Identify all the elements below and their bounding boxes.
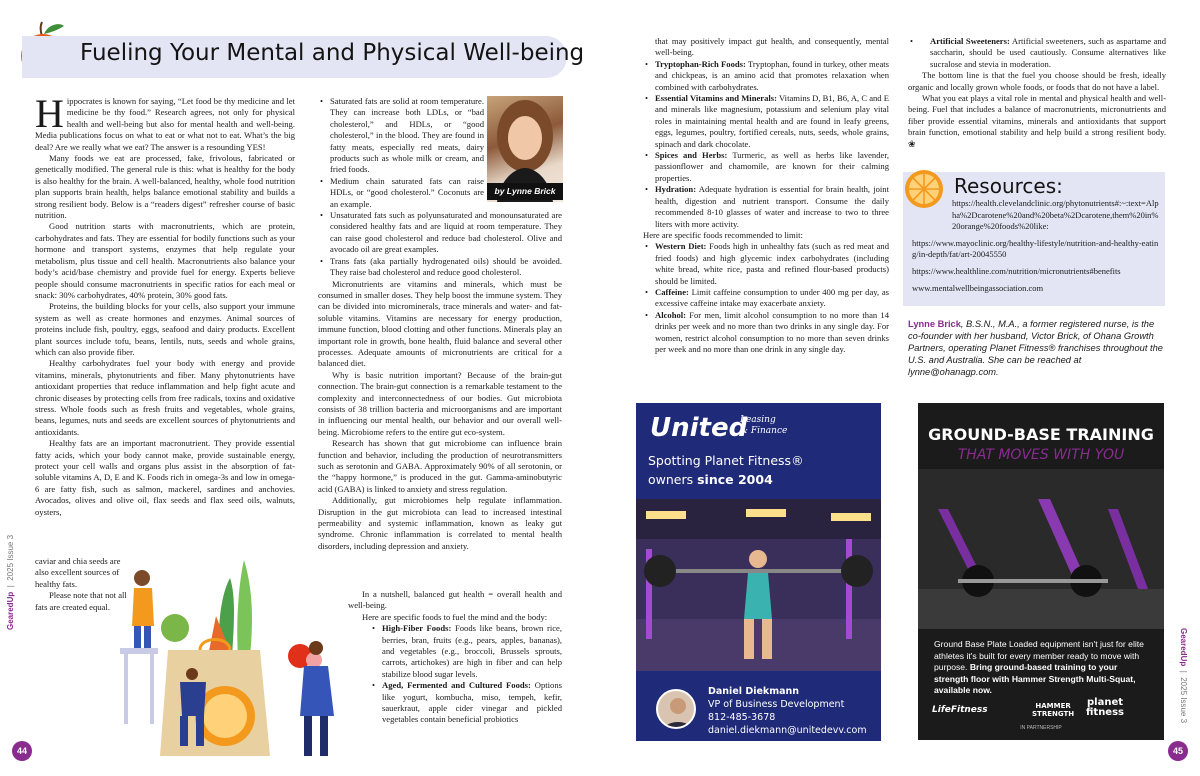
resource-link[interactable]: https://health.clevelandclinic.org/phytonutrients#:~:text=Alpha%2Dcarotene%20and%20beta%2Dcarotene,them%20in%20orange%20foods%20like: [952, 198, 1159, 232]
right-page-footer: GearedUp | 2025 Issue 3 [1179, 628, 1188, 724]
paragraph: Micronutrients are vitamins and minerals, which must be consumed in smaller doses. They help boost the immune system. They can be divided into microminerals, trace minerals and water- and fat-soluble vitamins. Vitamins are necessary for energy production, immune function, blood clotting and other functions. Minerals play an important role in growth, bone health, fluid balance and several other processes. Adequate amounts of micronutrients are critical for a balanced diet. [318, 278, 562, 369]
united-headline-2: owners since 2004 [648, 472, 773, 487]
contact-title: VP of Business Development [708, 699, 845, 710]
paragraph: The bottom line is that the fuel you choose should be fresh, ideally organic and locally grown whole foods, or foods that do not have a label. [908, 70, 1166, 92]
article-title: Fueling Your Mental and Physical Well-being [80, 40, 585, 66]
life-fitness-logo: LifeFitness [932, 705, 988, 715]
list-item: • Tryptophan-Rich Foods: Tryptophan, found in turkey, other meats and chickpeas, is an amino acid that promotes relaxation when combined with carbohydrates. [643, 59, 889, 93]
paragraph: What you eat plays a vital role in mental and physical health and well-being. Fuel that includes a balance of macronutrients, micronutrients and fiber provide essential vitamins, minerals and antioxidants that support brain function, emotional stability and help build a strong resilient body. ❀ [908, 93, 1166, 150]
author-name: Lynne Brick [908, 319, 961, 329]
list-item: • Hydration: Adequate hydration is essential for brain health, joint health, digestion and nutrient transport. Consume the daily recommended 8-10 glasses of water and increase to two to three liters with more activity. [643, 184, 889, 230]
list-item: • High-Fiber Foods: Foods like beans, brown rice, berries, bran, fruits (e.g., pears, apples, bananas), and vegetables (e.g., broccoli, Brussels sprouts, carrots, artichokes) are high in fiber and can help stabilize blood sugar levels. [370, 623, 562, 680]
hammer-strength-logo: HAMMER STRENGTH [1032, 702, 1075, 718]
fuel-foods-list [370, 623, 562, 726]
list-item: • Artificial Sweeteners: Artificial sweeteners, such as aspartame and saccharin, should be used cautiously. Consume alternatives like sucralose and stevia in moderation. [908, 36, 1166, 70]
drop-cap: H [35, 91, 64, 136]
end-mark-icon: ❀ [908, 139, 916, 150]
article-column-3 [643, 36, 889, 355]
fat-types-list [318, 96, 562, 279]
united-leasing-ad[interactable] [636, 403, 881, 741]
list-item: • Saturated fats are solid at room temperature. They can increase both LDLs, or “bad cholesterol,” and HDLs, or “good cholesterol,” in the blood. They are found in fatty meats, especially red meats, dairy products such as whole milk or cream, and fried foods. [318, 96, 484, 176]
article-column-2 [318, 96, 562, 552]
list-item: • Essential Vitamins and Minerals: Vitamins D, B1, B6, A, C and E and minerals like magnesium, potassium and selenium play vital roles in maintaining mental health and are found in leafy greens, eggs, legumes, poultry, fortified cereals, nuts, seeds, whole grains, spinach and dark chocolate. [643, 93, 889, 150]
paragraph: caviar and chia seeds are also excellent sources of healthy fats. [35, 556, 121, 589]
paragraph: Proteins, the building blocks for your cells, also support your immune system as well as create hormones and enzymes. Animal sources of proteins include fish, poultry, eggs, seafood and dairy products. Excellent plant sources include tofu, beans, lentils, nuts, seeds and whole grains, which can also provide fiber. [35, 301, 295, 357]
article-column-1-tail [35, 556, 129, 613]
resources-links [912, 198, 1160, 299]
resource-link[interactable]: www.mentalwellbeingassociation.com [912, 282, 1044, 293]
fuel-foods-list-continued [643, 59, 889, 230]
gym-photo [636, 499, 881, 671]
paragraph: Many foods we eat are processed, fake, frivolous, fabricated or genetically modified. The general rule is this: what is healthy for the body is also healthy for the brain. A well-balanced, healthy, whole food nutrition plan supports brain health, helps balance emotional stability and builds a strong resilient body. Below is a “readers digest” refresher course of basic nutrition. [35, 153, 295, 221]
list-item: • Spices and Herbs: Turmeric, as well as herbs like lavender, passionflower and chamomile, are known for their calming properties. [643, 150, 889, 184]
paragraph: Healthy carbohydrates fuel your body with energy and provide vitamins, minerals, phytonutrients and fiber. Many phytonutrients have antioxidant properties that reduce inflammation and help fight acute and chronic diseases by protecting cells from free radicals, toxins and oxidative stress. Whole foods such as fresh fruits and vegetables, whole grains, beans, legumes, nuts and seeds are excellent sources of phytonutrients and antioxidants. [35, 358, 295, 437]
author-bio: Lynne Brick, B.S.N., M.A., a former registered nurse, is the co-founder with her husband, Victor Brick, of Ohana Growth Partners, operating Planet Fitness® franchises throughout the U.S. and Australia. She can be reached at lynne@ohanagp.com. [908, 319, 1163, 377]
ground-base-training-ad[interactable] [918, 403, 1164, 740]
grocery-illustration [120, 556, 345, 766]
paragraph: Please note that not all fats are created equal. [35, 590, 127, 612]
list-item: • Unsaturated fats such as polyunsaturated and monounsaturated are considered healthy fats and are liquid at room temperature. They can raise good cholesterol and reduce bad cholesterol. Olive and avocado oil are great examples. [318, 210, 562, 256]
contact-email[interactable]: daniel.diekmann@unitedevv.com [708, 725, 867, 736]
list-item: • Medium chain saturated fats can raise HDLs, or “good cholesterol.” Coconuts are an example. [318, 176, 484, 210]
ground-headline-1: GROUND-BASE TRAINING [928, 425, 1154, 444]
partnership-label: IN PARTNERSHIP [1020, 725, 1062, 731]
contact-phone: 812-485-3678 [708, 712, 776, 723]
page-number-right: 45 [1168, 741, 1188, 761]
foods-to-limit-list [643, 241, 889, 355]
resources-title: Resources: [954, 174, 1063, 198]
gym-equipment-photo [918, 469, 1164, 629]
list-item: • Western Diet: Foods high in unhealthy fats (such as red meat and fried foods) and high glycemic index carbohydrates (including white bread, white rice, pasta and refined flour-based products) should be limited. [643, 241, 889, 287]
contact-photo [656, 689, 696, 729]
list-item: • Caffeine: Limit caffeine consumption to under 400 mg per day, as excessive caffeine intake may exacerbate anxiety. [643, 287, 889, 310]
paragraph: Additionally, gut microbiomes help regulate inflammation. Disruption in the gut microbiota can lead to increased intestinal permeability and systemic inflammation, known as leaky gut syndrome. Chronic inflammation is correlated to mental health disorders, including depression and anxiety. [318, 495, 562, 551]
united-logo: United [650, 413, 748, 443]
article-column-1 [35, 91, 295, 518]
paragraph: Healthy fats are an important macronutrient. They provide essential fatty acids, which your body cannot make, provide sustainable energy, protect your cell walls and organs plus assist in the absorption of fat-soluble vitamins A, D, E and K. Foods rich in omega-3s and low in omega-6 are fatty fish, such as salmon, mackerel, sardines and anchovies. Avocados, olives and olive oil, flax seeds and flax seed oils, walnuts, oysters, [35, 438, 295, 517]
paragraph: Research has shown that gut microbiome can influence brain function and behavior, including the production of neurotransmitters such as serotonin and GABA. Approximately 90% of all serotonin, or the “happy hormone,” is produced in the gut. Gamma-aminobutyric acid (GABA) is linked to anxiety and stress regulation. [318, 438, 562, 494]
paragraph: Good nutrition starts with macronutrients, which are protein, carbohydrates and fats. They are essential for bodily functions such as your hormone and transport systems, enzymes that help regulate your metabolism, plus tissue and cell health. Macronutrients also balance your body’s acid/base chemistry and provide fuel for energy. Experts believe people should consume macronutrients in specific ratios for each meal or snack: 30% carbohydrates, 40% protein, 30% good fats. [35, 221, 295, 300]
article-column-4 [908, 36, 1166, 151]
foods-to-limit-list-continued [908, 36, 1166, 70]
paragraph: Why is basic nutrition important? Because of the brain-gut connection. The brain-gut connection is a remarkable testament to the complexity and interconnectedness of our bodies. Gut microbiota consists of 38 trillion bacteria and microorganisms and are important in influencing our mental health, our behavior and our overall well-being. Microbiome refers to the entire gut eco-system. [318, 369, 562, 437]
paragraph: that may positively impact gut health, and consequently, mental well-being. [655, 36, 889, 58]
contact-name: Daniel Diekmann [708, 686, 800, 697]
ground-ad-body: Ground Base Plate Loaded equipment isn't just for elite athletes it's built for every member ready to move with purpose. Bring ground-based training to your strength floor with Hammer Strength Multi-Squat, available now. [934, 639, 1144, 696]
list-item: • Aged, Fermented and Cultured Foods: Options like yogurt, kombucha, miso, tempeh, kefir, sauerkraut, apple cider vinegar and pickled vegetables contain beneficial probiotics [370, 680, 562, 726]
page-number-left: 44 [12, 741, 32, 761]
ground-headline-2: THAT MOVES WITH YOU [957, 447, 1125, 463]
resource-link[interactable]: https://www.healthline.com/nutrition/micronutrients#benefits [912, 265, 1121, 276]
paragraph: Here are specific foods recommended to limit: [643, 229, 803, 240]
planet-fitness-logo: planet fitness [1086, 697, 1124, 718]
paragraph: Here are specific foods to fuel the mind and the body: [362, 611, 548, 622]
resource-link[interactable]: https://www.mayoclinic.org/healthy-lifestyle/nutrition-and-healthy-eating/in-depth/fat/art-20045550 [912, 237, 1159, 260]
list-item: • Alcohol: For men, limit alcohol consumption to no more than 14 drinks per week and no more than two drinks in any single day. For women, restrict alcohol consumption to no more than seven drinks per week and no more than one drink in any single day. [643, 310, 889, 356]
paragraph: In a nutshell, balanced gut health = overall health and well-being. [348, 589, 562, 611]
article-column-2-lower [348, 589, 562, 726]
intro-paragraph: Hippocrates is known for saying, “Let food be thy medicine and let medicine be thy food.” Research agrees, not only for physical health and well-being but also for mental health and well-being. Media publications focus on what to eat or what not to eat. What’s the big deal? Are we really what we eat? The answer is a resounding YES! [35, 91, 295, 152]
left-page-footer: GearedUp | 2025 Issue 3 [6, 534, 15, 630]
list-item: • Trans fats (aka partially hydrogenated oils) should be avoided. They raise bad cholesterol and reduce good cholesterol. [318, 256, 562, 279]
photo-caption: by Lynne Brick [487, 183, 563, 200]
united-headline-1: Spotting Planet Fitness® [648, 453, 804, 468]
united-logo-sub: Leasing & Finance [740, 415, 788, 436]
